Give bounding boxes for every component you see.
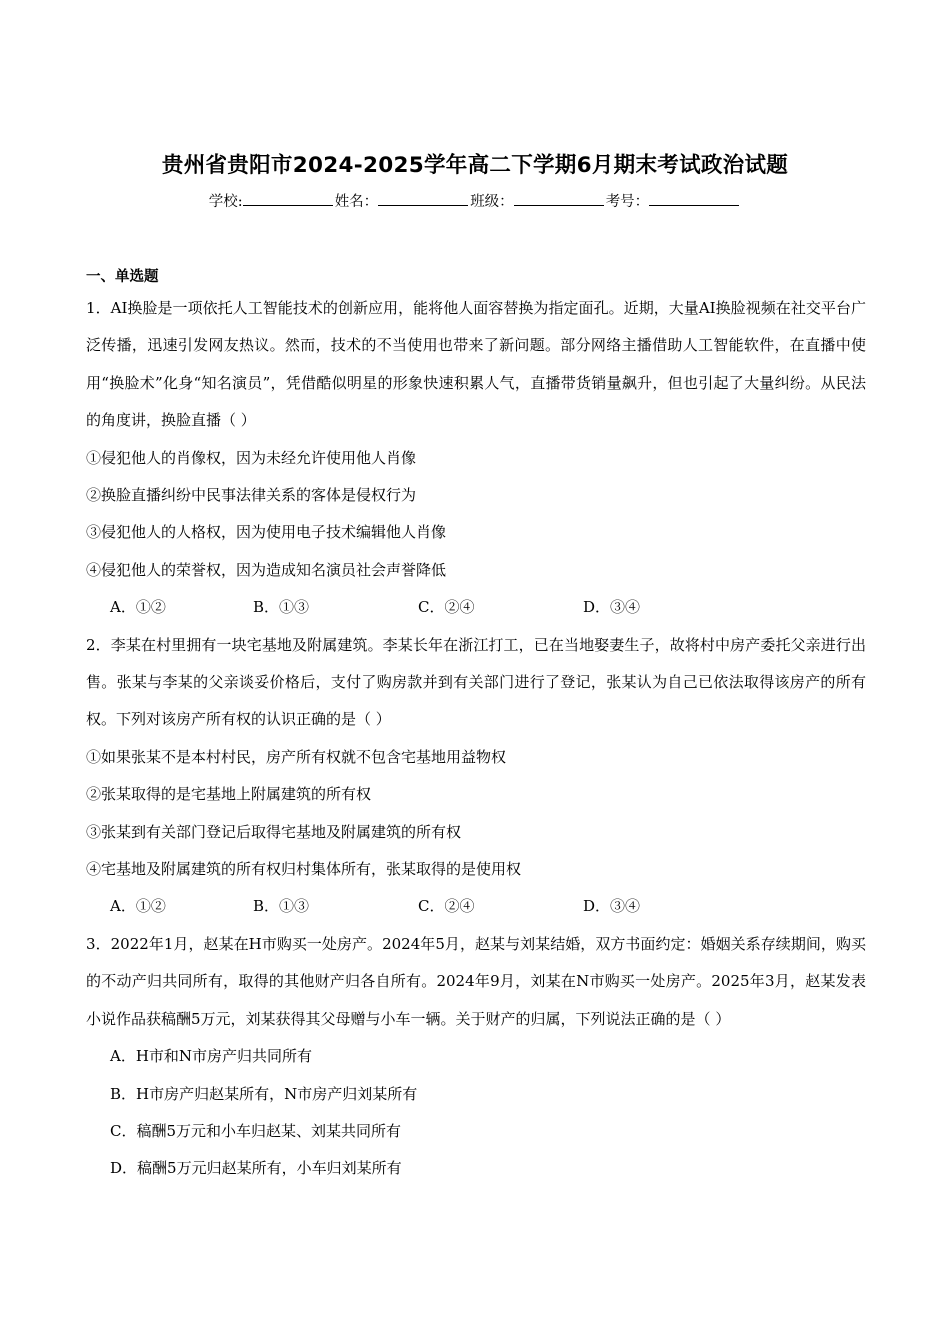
question-2-stem: 2．李某在村里拥有一块宅基地及附属建筑。李某长年在浙江打工，已在当地娶妻生子，故将村中房产委托父亲进行出售。张某与李某的父亲谈妥价格后，支付了购房款并到有关部门进行了登记，张某认为自己已依法取得该房产的所有权。下列对该房产所有权的认识正确的是（ ）	[86, 635, 866, 729]
school-blank[interactable]	[243, 191, 333, 206]
class-label: 班级：	[470, 194, 514, 210]
section-heading: 一、单选题	[86, 269, 159, 285]
question-2-statement: ①如果张某不是本村村民，房产所有权就不包含宅基地用益物权	[86, 747, 507, 766]
name-blank[interactable]	[378, 191, 468, 206]
question-1-choice-b[interactable]: B．①③	[253, 598, 310, 617]
name-label: 姓名：	[334, 194, 379, 210]
question-2-statement: ②张某取得的是宅基地上附属建筑的所有权	[86, 785, 372, 804]
question-2-choice-c[interactable]: C．②④	[418, 897, 475, 916]
question-2-statement: ④宅基地及附属建筑的所有权归村集体所有，张某取得的是使用权	[86, 860, 522, 879]
question-1-choice-c[interactable]: C．②④	[418, 598, 475, 617]
exam-no-label: 考号：	[605, 194, 650, 210]
question-1-statement: ①侵犯他人的肖像权，因为未经允许使用他人肖像	[86, 448, 417, 467]
question-1-stem: 1．AI换脸是一项依托人工智能技术的创新应用，能将他人面容替换为指定面孔。近期，大量AI换脸视频在社交平台广泛传播，迅速引发网友热议。然而，技术的不当使用也带来了新问题。部分网络主播借助人工智能软件，在直播中使用“换脸术”化身“知名演员”，凭借酷似明星的形象快速积累人气，直播带货销量飙升，但也引起了大量纠纷。从民法的角度讲，换脸直播（ ）	[86, 299, 866, 430]
question-1-statement: ③侵犯他人的人格权，因为使用电子技术编辑他人肖像	[86, 523, 447, 542]
questions-container	[86, 290, 866, 1188]
school-label: 学校:	[208, 194, 243, 210]
class-blank[interactable]	[514, 191, 604, 206]
question-2-choice-d[interactable]: D．③④	[583, 897, 641, 916]
question-2-statement: ③张某到有关部门登记后取得宅基地及附属建筑的所有权	[86, 822, 462, 841]
exam-no-blank[interactable]	[649, 191, 739, 206]
question-1-choice-a[interactable]: A．①②	[110, 598, 166, 617]
exam-title: 贵州省贵阳市2024-2025学年高二下学期6月期末考试政治试题	[161, 153, 789, 178]
student-info-line	[0, 191, 950, 213]
question-1-choices	[86, 589, 866, 626]
question-1-choice-d[interactable]: D．③④	[583, 598, 641, 617]
question-2-choice-a[interactable]: A．①②	[110, 897, 166, 916]
question-3-stem: 3．2022年1月，赵某在H市购买一处房产。2024年5月，赵某与刘某结婚，双方书面约定：婚姻关系存续期间，购买的不动产归共同所有，取得的其他财产归各自所有。2024年9月，刘某在N市购买一处房产。2025年3月，赵某发表小说作品获稿酬5万元，刘某获得其父母赠与小车一辆。关于财产的归属，下列说法正确的是（ ）	[86, 934, 866, 1028]
question-3-choice-a[interactable]: A．H市和N市房产归共同所有	[110, 1047, 313, 1066]
question-3-choice-d[interactable]: D．稿酬5万元归赵某所有，小车归刘某所有	[110, 1159, 402, 1178]
question-1-statement: ②换脸直播纠纷中民事法律关系的客体是侵权行为	[86, 486, 417, 505]
question-1-statement: ④侵犯他人的荣誉权，因为造成知名演员社会声誉降低	[86, 560, 447, 579]
question-3-choice-b[interactable]: B．H市房产归赵某所有，N市房产归刘某所有	[110, 1084, 418, 1103]
question-2-choice-b[interactable]: B．①③	[253, 897, 310, 916]
question-2-choices	[86, 888, 866, 925]
question-3-choice-c[interactable]: C．稿酬5万元和小车归赵某、刘某共同所有	[110, 1121, 402, 1140]
